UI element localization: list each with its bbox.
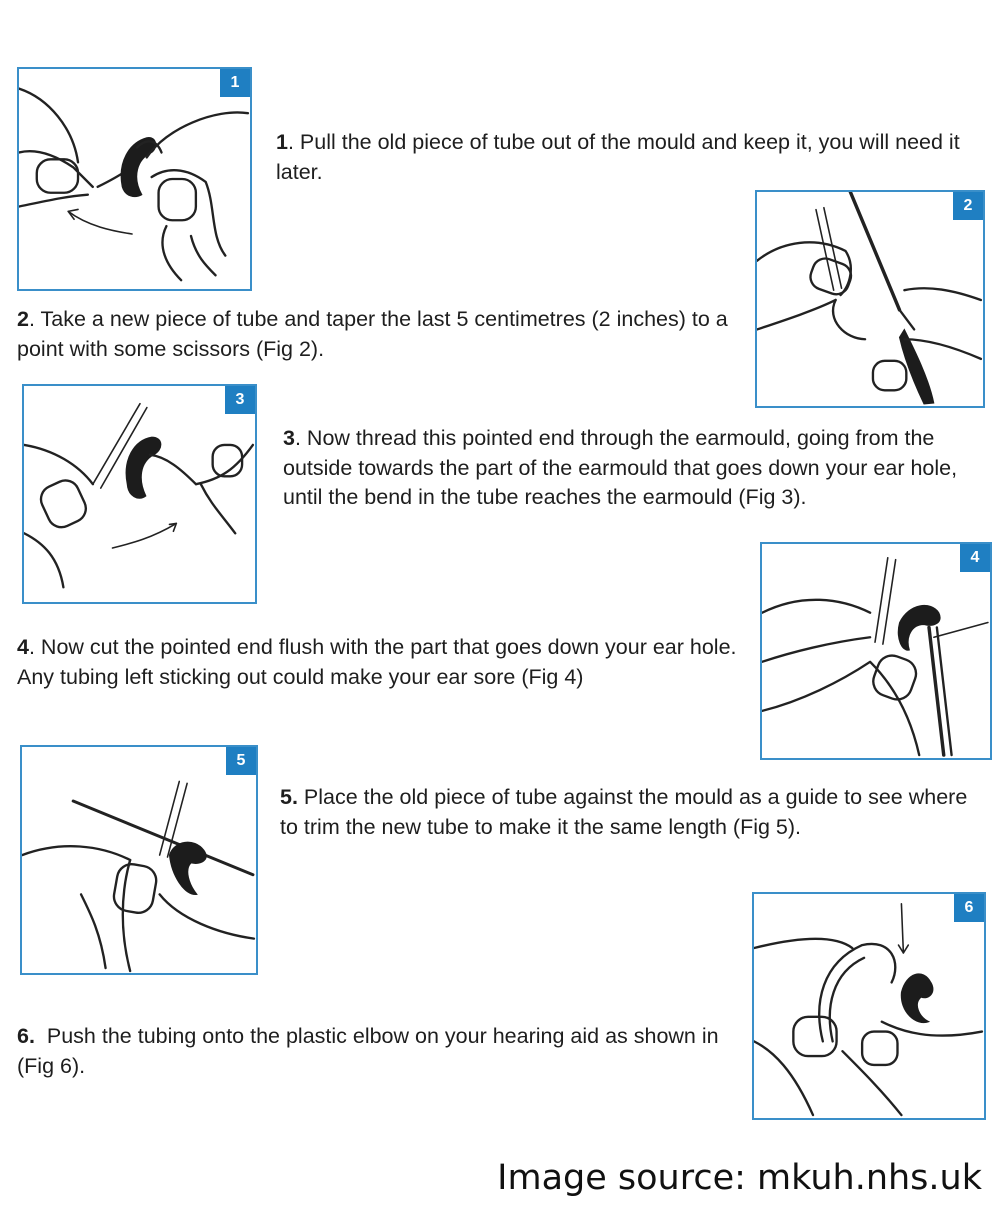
image-source-caption: Image source: mkuh.nhs.uk: [497, 1158, 982, 1198]
step-5-text: [280, 783, 980, 842]
step-3-text: [283, 424, 983, 513]
scissors-taper-tube-illustration: [757, 192, 983, 406]
step-5-body: Place the old piece of tube against the mould as a guide to see where to trim the new tube to make it the same length (Fig 5).: [280, 785, 968, 839]
measure-tube-illustration: [22, 747, 256, 973]
step-1-number: 1: [276, 130, 288, 154]
step-6-number: 6.: [17, 1024, 35, 1048]
figure-1-number: 1: [220, 69, 250, 97]
hands-pull-tube-illustration: [19, 69, 250, 289]
figure-4: [760, 542, 992, 760]
step-2-text: [17, 305, 737, 364]
figure-4-number: 4: [960, 544, 990, 572]
step-6-body: Push the tubing onto the plastic elbow on your hearing aid as shown in (Fig 6).: [17, 1024, 725, 1078]
step-2-body: . Take a new piece of tube and taper the last 5 centimetres (2 inches) to a point with some scissors (Fig 2).: [17, 307, 728, 361]
figure-2: [755, 190, 985, 408]
step-3-body: . Now thread this pointed end through the earmould, going from the outside towards the part of the earmould that goes down your ear hole, until the bend in the tube reaches the earmould (Fig 3).: [283, 426, 958, 509]
figure-5: [20, 745, 258, 975]
push-tube-elbow-illustration: [754, 894, 984, 1118]
step-4-body: . Now cut the pointed end flush with the part that goes down your ear hole. Any tubing left sticking out could make your ear sore (Fig 4): [17, 635, 737, 689]
figure-6: [752, 892, 986, 1120]
step-6-text: [17, 1022, 727, 1081]
figure-2-number: 2: [953, 192, 983, 220]
figure-6-number: 6: [954, 894, 984, 922]
step-5-number: 5.: [280, 785, 298, 809]
thread-tube-earmould-illustration: [24, 386, 255, 602]
step-1-body: . Pull the old piece of tube out of the mould and keep it, you will need it later.: [276, 130, 960, 184]
step-4-text: [17, 633, 737, 692]
step-2-number: 2: [17, 307, 29, 331]
figure-3: [22, 384, 257, 604]
step-3-number: 3: [283, 426, 295, 450]
cut-tube-flush-illustration: [762, 544, 990, 758]
figure-3-number: 3: [225, 386, 255, 414]
figure-5-number: 5: [226, 747, 256, 775]
step-1-text: [276, 128, 981, 187]
step-4-number: 4: [17, 635, 29, 659]
figure-1: [17, 67, 252, 291]
